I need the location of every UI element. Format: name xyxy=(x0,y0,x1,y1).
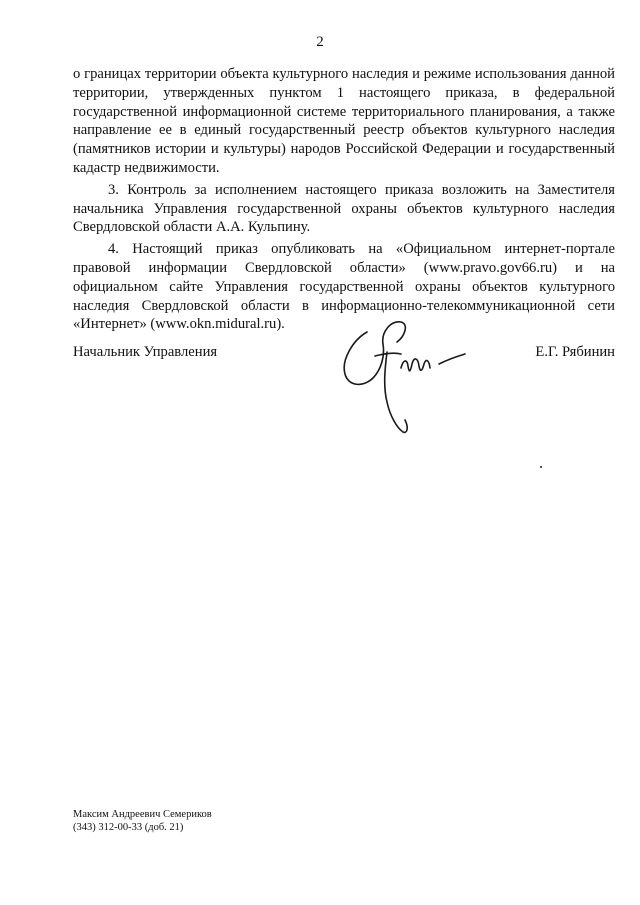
document-body xyxy=(73,65,615,334)
paragraph-continuation: о границах территории объекта культурного наследия и режиме использования данной территории, утвержденных пунктом 1 настоящего приказа, в федеральной государственной информационной системе территориального планирования, а также направление ее в единый государственный реестр объектов культурного наследия (памятников истории и культуры) народов Российской Федерации и государственный кадастр недвижимости. xyxy=(73,66,615,176)
page-number: 2 xyxy=(316,34,324,50)
signer-name: Е.Г. Рябинин xyxy=(535,344,615,360)
footer-phone: (343) 312-00-33 (доб. 21) xyxy=(73,822,184,833)
footer xyxy=(73,808,212,834)
handwritten-signature xyxy=(335,312,475,437)
signer-title: Начальник Управления xyxy=(73,344,218,360)
scan-speck xyxy=(540,466,542,468)
paragraph-3: 3. Контроль за исполнением настоящего приказа возложить на Заместителя начальника Управления государственной охраны объектов культурного наследия Свердловской области А.А. Кульпину. xyxy=(73,181,615,236)
paragraph-4: 4. Настоящий приказ опубликовать на «Официальном интернет-портале правовой информации Свердловской области» (www.pravo.gov66.ru) и на официальном сайте Управления государственной охраны объектов культурного наследия Свердловской области в информационно-телекоммуникационной сети «Интернет» (www.okn.midural.ru). xyxy=(73,241,615,333)
footer-author: Максим Андреевич Семериков xyxy=(73,809,212,820)
